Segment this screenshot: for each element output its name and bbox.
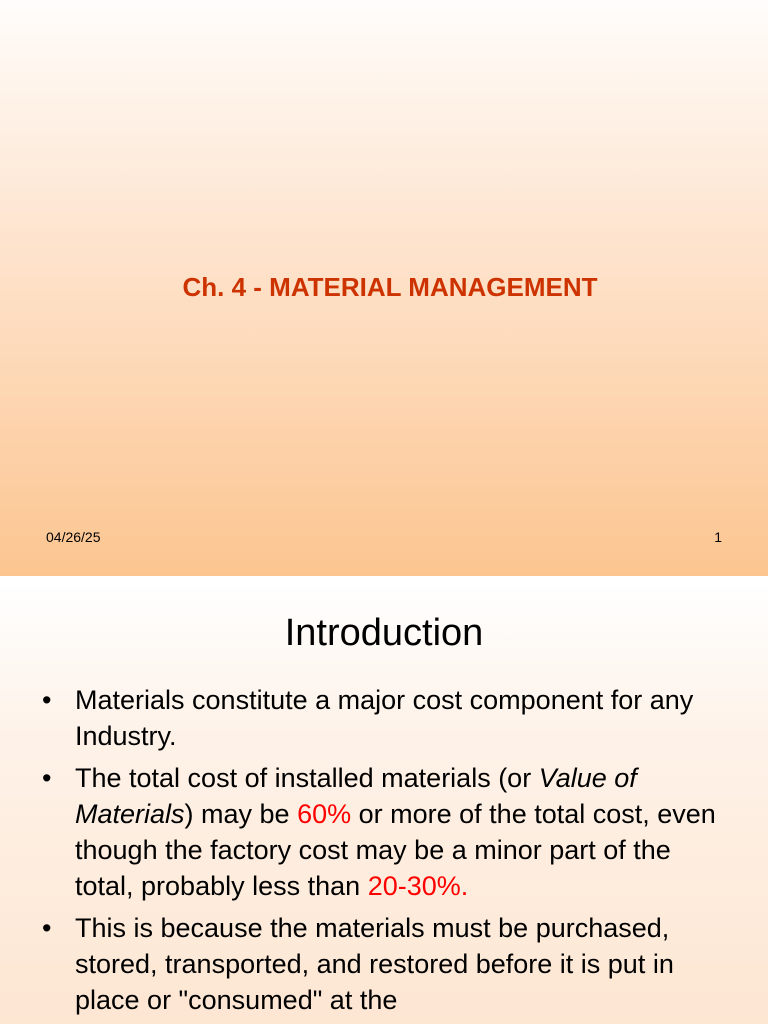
bullet-text-part: ) may be: [184, 799, 298, 829]
bullet-icon: •: [42, 913, 52, 943]
slide-date: 04/26/25: [46, 529, 101, 545]
list-item: [0, 682, 768, 754]
list-item: [0, 910, 768, 1018]
bullet-icon: •: [42, 685, 52, 715]
list-item: [0, 760, 768, 904]
slide-number: 1: [714, 529, 722, 545]
slide-heading: Introduction: [284, 612, 484, 654]
slide-title: Ch. 4 - MATERIAL MANAGEMENT: [182, 272, 598, 302]
bullet-text: Materials constitute a major cost component for any Industry.: [75, 685, 694, 751]
bullet-text-part: The total cost of installed materials (or: [75, 763, 539, 793]
bullet-text-part: or more of the total cost, even though the factory cost may be a minor part of the total, probably less than: [75, 799, 716, 901]
introduction-slide: [0, 582, 768, 1024]
bullet-list: [0, 682, 768, 1024]
bullet-italic-term: Value of Materials: [75, 763, 637, 829]
bullet-text: This is because the materials must be purchased, stored, transported, and restored before it is put in place or "consumed" at the: [75, 913, 674, 1015]
bullet-icon: •: [42, 763, 52, 793]
highlight-percentage: 60%: [297, 799, 352, 829]
highlight-percentage: 20-30%.: [367, 871, 469, 901]
